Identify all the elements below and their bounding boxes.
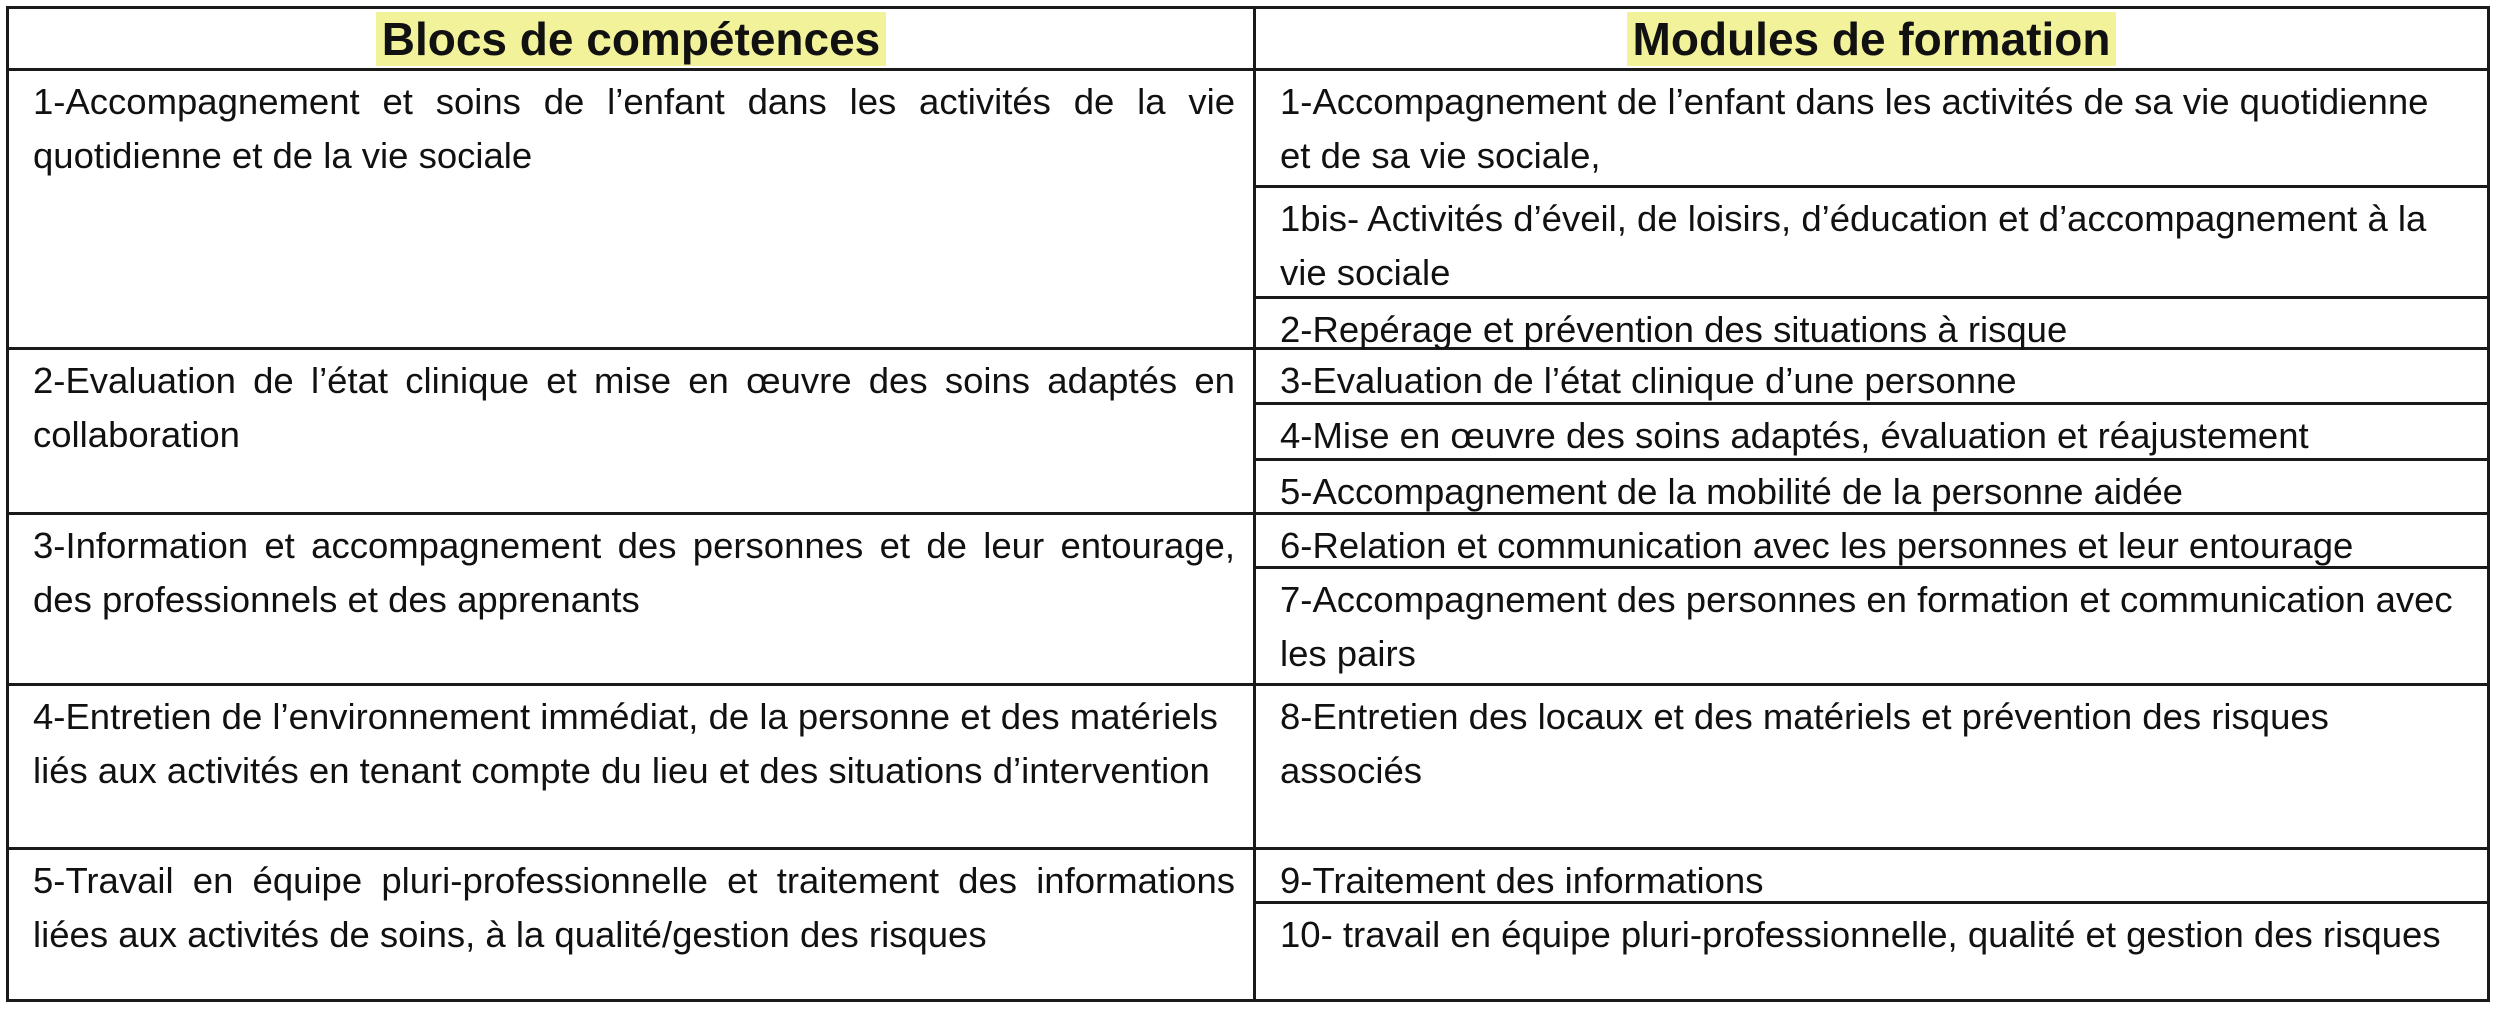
- blocs-header: [9, 9, 1253, 71]
- module-cell: 7-Accompagnement des personnes en formation et communication avec les pairs: [1256, 569, 2487, 686]
- blocs-header-label: Blocs de compétences: [376, 12, 887, 66]
- module-cell: 4-Mise en œuvre des soins adaptés, évaluation et réajustement: [1256, 405, 2487, 461]
- module-cell: 1-Accompagnement de l’enfant dans les activités de sa vie quotidienne et de sa vie sociale,: [1256, 71, 2487, 188]
- module-cell: 3-Evaluation de l’état clinique d’une personne: [1256, 350, 2487, 405]
- modules-header: [1256, 9, 2487, 71]
- bloc-cell: 2-Evaluation de l’état clinique et mise en œuvre des soins adaptés en collaboration: [9, 350, 1253, 515]
- blocs-column: [9, 9, 1256, 999]
- module-cell: 1bis- Activités d’éveil, de loisirs, d’éducation et d’accompagnement à la vie sociale: [1256, 188, 2487, 299]
- modules-column: [1256, 9, 2487, 999]
- module-cell: 5-Accompagnement de la mobilité de la personne aidée: [1256, 461, 2487, 515]
- module-cell: 8-Entretien des locaux et des matériels et prévention des risques associés: [1256, 686, 2487, 850]
- module-cell: 9-Traitement des informations: [1256, 850, 2487, 904]
- modules-header-label: Modules de formation: [1627, 12, 2117, 66]
- module-cell: 6-Relation et communication avec les personnes et leur entourage: [1256, 515, 2487, 569]
- module-cell: 10- travail en équipe pluri-professionnelle, qualité et gestion des risques: [1280, 914, 2441, 955]
- bloc-cell: 3-Information et accompagnement des personnes et de leur entourage, des professionnels et des apprenants: [9, 515, 1253, 686]
- module-cell: 2-Repérage et prévention des situations à risque: [1256, 299, 2487, 350]
- bloc-cell: 5-Travail en équipe pluri-professionnelle et traitement des informations liées aux activités de soins, à la qualité/gestion des risques: [33, 860, 1235, 955]
- bloc-cell: 4-Entretien de l’environnement immédiat, de la personne et des matériels liés aux activités en tenant compte du lieu et des situations d’intervention: [9, 686, 1253, 850]
- competences-table: [6, 6, 2490, 1002]
- bloc-cell: 1-Accompagnement et soins de l’enfant dans les activités de la vie quotidienne et de la vie sociale: [9, 71, 1253, 350]
